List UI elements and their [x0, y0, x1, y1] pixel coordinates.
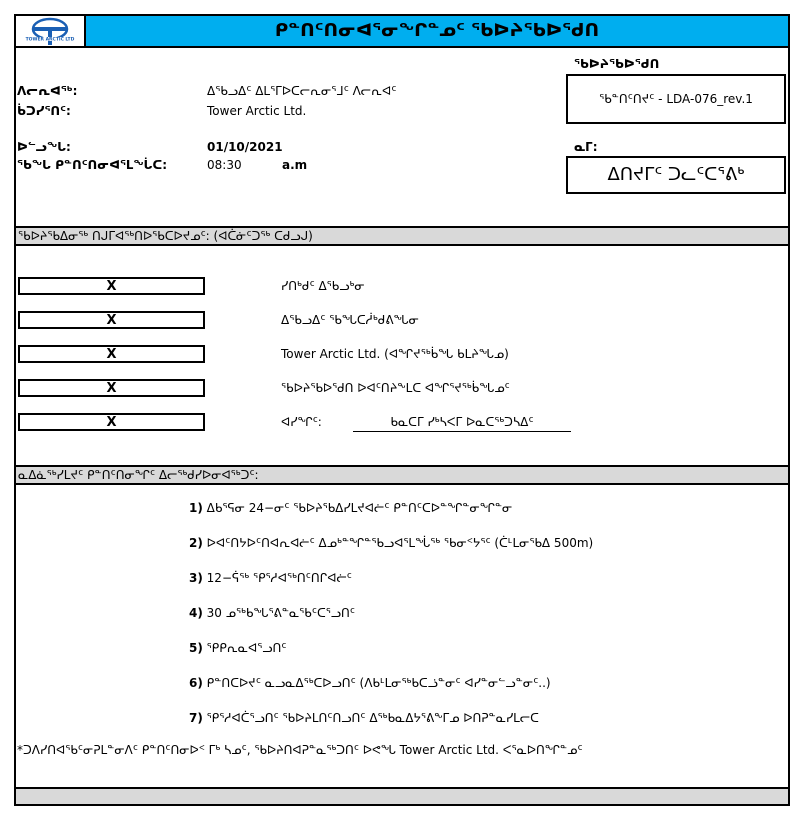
footer-bar: [16, 787, 788, 804]
item-number: 7): [189, 711, 203, 725]
procedure-item: [189, 501, 512, 515]
divider: [16, 244, 788, 246]
section-attendees-header: ᖃᐅᔨᖃᐃᓂᖅ ᑎᒍᒥᐊᖅᑎᐅᖃᑕᐅᔪᓄᑦ: (ᐊᑖᓃᑦᑐᖅ ᑕᑯᓗᒍ): [16, 226, 788, 246]
item-text: ᐅᐊᑦᑎᔭᐅᑦᑎᐊᕆᐊᓖᑦ ᐃᓄᒃᓐᖏᓐᖃᓗᐊᕐᒪᖔᖅ ᖃᓂᑉᔭᕐᑦ (ᑖᒻᒪᓂᖃᐃ 500m): [206, 536, 594, 550]
svg-text:TOWER ARCTIC LTD: TOWER ARCTIC LTD: [25, 37, 75, 43]
place-value: ᐃᑎᔪᒥᑦ ᑐᓚᑦᑕᕐᕕᒃ: [607, 164, 745, 185]
contractor-label: ᑳᑐᓯᕐᑎᑦ:: [17, 104, 71, 118]
section-procedure-header: ᓇᐃᓈᖅᓯᒪᔪᑦ ᑭᓐᑎᑦᑎᓂᖏᑦ ᐃᓕᖅᑯᓯᐅᓂᐊᖅᑐᑦ:: [16, 465, 788, 485]
checkbox-mark[interactable]: X: [18, 413, 205, 431]
checkbox-mark[interactable]: X: [18, 277, 205, 295]
procedure-item: [189, 571, 352, 585]
item-number: 1): [189, 501, 203, 515]
date-value: 01/10/2021: [207, 140, 283, 154]
procedure-item: [189, 641, 286, 655]
item-text: ᕿᑭᕆᓇᐊᕐᓗᑎᑦ: [206, 641, 287, 655]
footer-note: *ᑐᐱᓯᑎᐊᖃᑦᓂᕈᒪᓐᓂᐱᑦ ᑭᓐᑎᑦᑎᓂᐅᑉ ᒥᒃ ᓴᓄᑦ, ᖃᐅᔨᑎᐊᕈᓐᓇᖅᑐᑎᑦ ᐅᕙᖓ Tower Arctic Ltd. ᐸᕐᓇᐅᑎᖏᓐᓄᑦ: [17, 743, 583, 757]
item-text: 30 ᓄᖅᑲᖓᕐᕕᓐᓇᖃᑦᑕᕐᓗᑎᑦ: [206, 606, 355, 620]
attendee-label: ᐃᖃᓗᐃᑦ ᖃᖓᑕᓲᒃᑯᕕᖓᓂ: [281, 313, 419, 327]
contractor-value: Tower Arctic Ltd.: [207, 104, 307, 118]
other-attendee-field[interactable]: ᑲᓇᑕᒥ ᓯᒃᓴᐸᒥ ᐅᓇᑕᖅᑐᓴᐃᑦ: [353, 415, 571, 432]
item-number: 2): [189, 536, 203, 550]
item-text: ᑭᓐᑎᑕᐅᔪᑦ ᓇᓗᓇᐃᖅᑕᐅᓗᑎᑦ (ᐱᑲᒻᒪᓂᖅᑲᑕᓘᓐᓂᑦ ᐊᓯᓐᓂᓪᓗᓐᓂᑦ..): [206, 676, 551, 690]
time-ampm: a.m: [282, 158, 308, 172]
doc-number-box: [566, 74, 786, 124]
item-number: 5): [189, 641, 203, 655]
procedure-item: [189, 711, 539, 725]
attendee-label: ᖃᐅᔨᖃᐅᖁᑎ ᐅᐊᑦᑎᔨᖕᒪᑕ ᐊᖏᕐᔪᖅᑳᖓᓄᑦ: [281, 381, 510, 395]
attendee-label: Tower Arctic Ltd. (ᐊᖏᔪᖅᑳᖓ ᑲᒪᔨᖓᓄ): [281, 347, 509, 361]
place-box: [566, 156, 786, 194]
time-label: ᖃᖓ ᑭᓐᑎᑦᑎᓂᐊᕐᒪᖔᑕ:: [17, 158, 168, 172]
time-value: 08:30: [207, 158, 242, 172]
project-name-value: ᐃᖃᓗᐃᑦ ᐃᒪᕐᒥᐅᑕᓕᕆᓂᕐᒧᑦ ᐱᓕᕆᐊᑦ: [207, 84, 397, 98]
company-logo: [16, 16, 86, 46]
procedure-item: [189, 676, 551, 690]
item-number: 6): [189, 676, 203, 690]
item-number: 3): [189, 571, 203, 585]
attendee-label: ᓯᑎᒃᑯᑦ ᐃᖃᓗᒃᓂ: [281, 279, 365, 293]
checkbox-mark[interactable]: X: [18, 345, 205, 363]
checkbox-mark[interactable]: X: [18, 311, 205, 329]
place-label: ᓇᒥ:: [574, 140, 598, 154]
item-text: ᕿᕐᓱᐊᑖᕐᓗᑎᑦ ᖃᐅᔨᒪᑎᑦᑎᓗᑎᑦ ᐃᖅᑲᓇᐃᔭᕐᕕᖕᒥᓄ ᐅᑎᕈᓐᓇᓯᒪᓕᑕ: [206, 711, 539, 725]
attendee-label: ᐊᓯᖏᑦ:: [281, 415, 322, 429]
item-text: ᐃᑲᕐᕋᓂ 24−ᓂᑦ ᖃᐅᔨᖃᐃᓯᒪᔪᐊᓖᑦ ᑭᓐᑎᑦᑕᐅᓐᖏᓐᓂᖏᓐᓂ: [206, 501, 513, 515]
checkbox-mark[interactable]: X: [18, 379, 205, 397]
doc-number-label: ᖃᐅᔨᖃᐅᖁᑎ: [574, 57, 660, 71]
item-text: 12−ᕌᖅ ᕿᕐᓱᐊᖅᑎᑦᑎᒋᐊᓖᑦ: [206, 571, 352, 585]
project-name-label: ᐱᓕᕆᐊᖅ:: [17, 84, 78, 98]
doc-number: ᖃᓐᑎᑦᑎᔪᑦ - LDA-076_rev.1: [599, 92, 753, 106]
document-title: ᑭᓐᑎᑦᑎᓂᐊᕐᓂᖏᓐᓄᑦ ᖃᐅᔨᖃᐅᖁᑎ: [274, 20, 600, 41]
date-label: ᐅᓪᓗᖓ:: [17, 140, 71, 154]
procedure-item: [189, 536, 593, 550]
item-number: 4): [189, 606, 203, 620]
procedure-item: [189, 606, 355, 620]
